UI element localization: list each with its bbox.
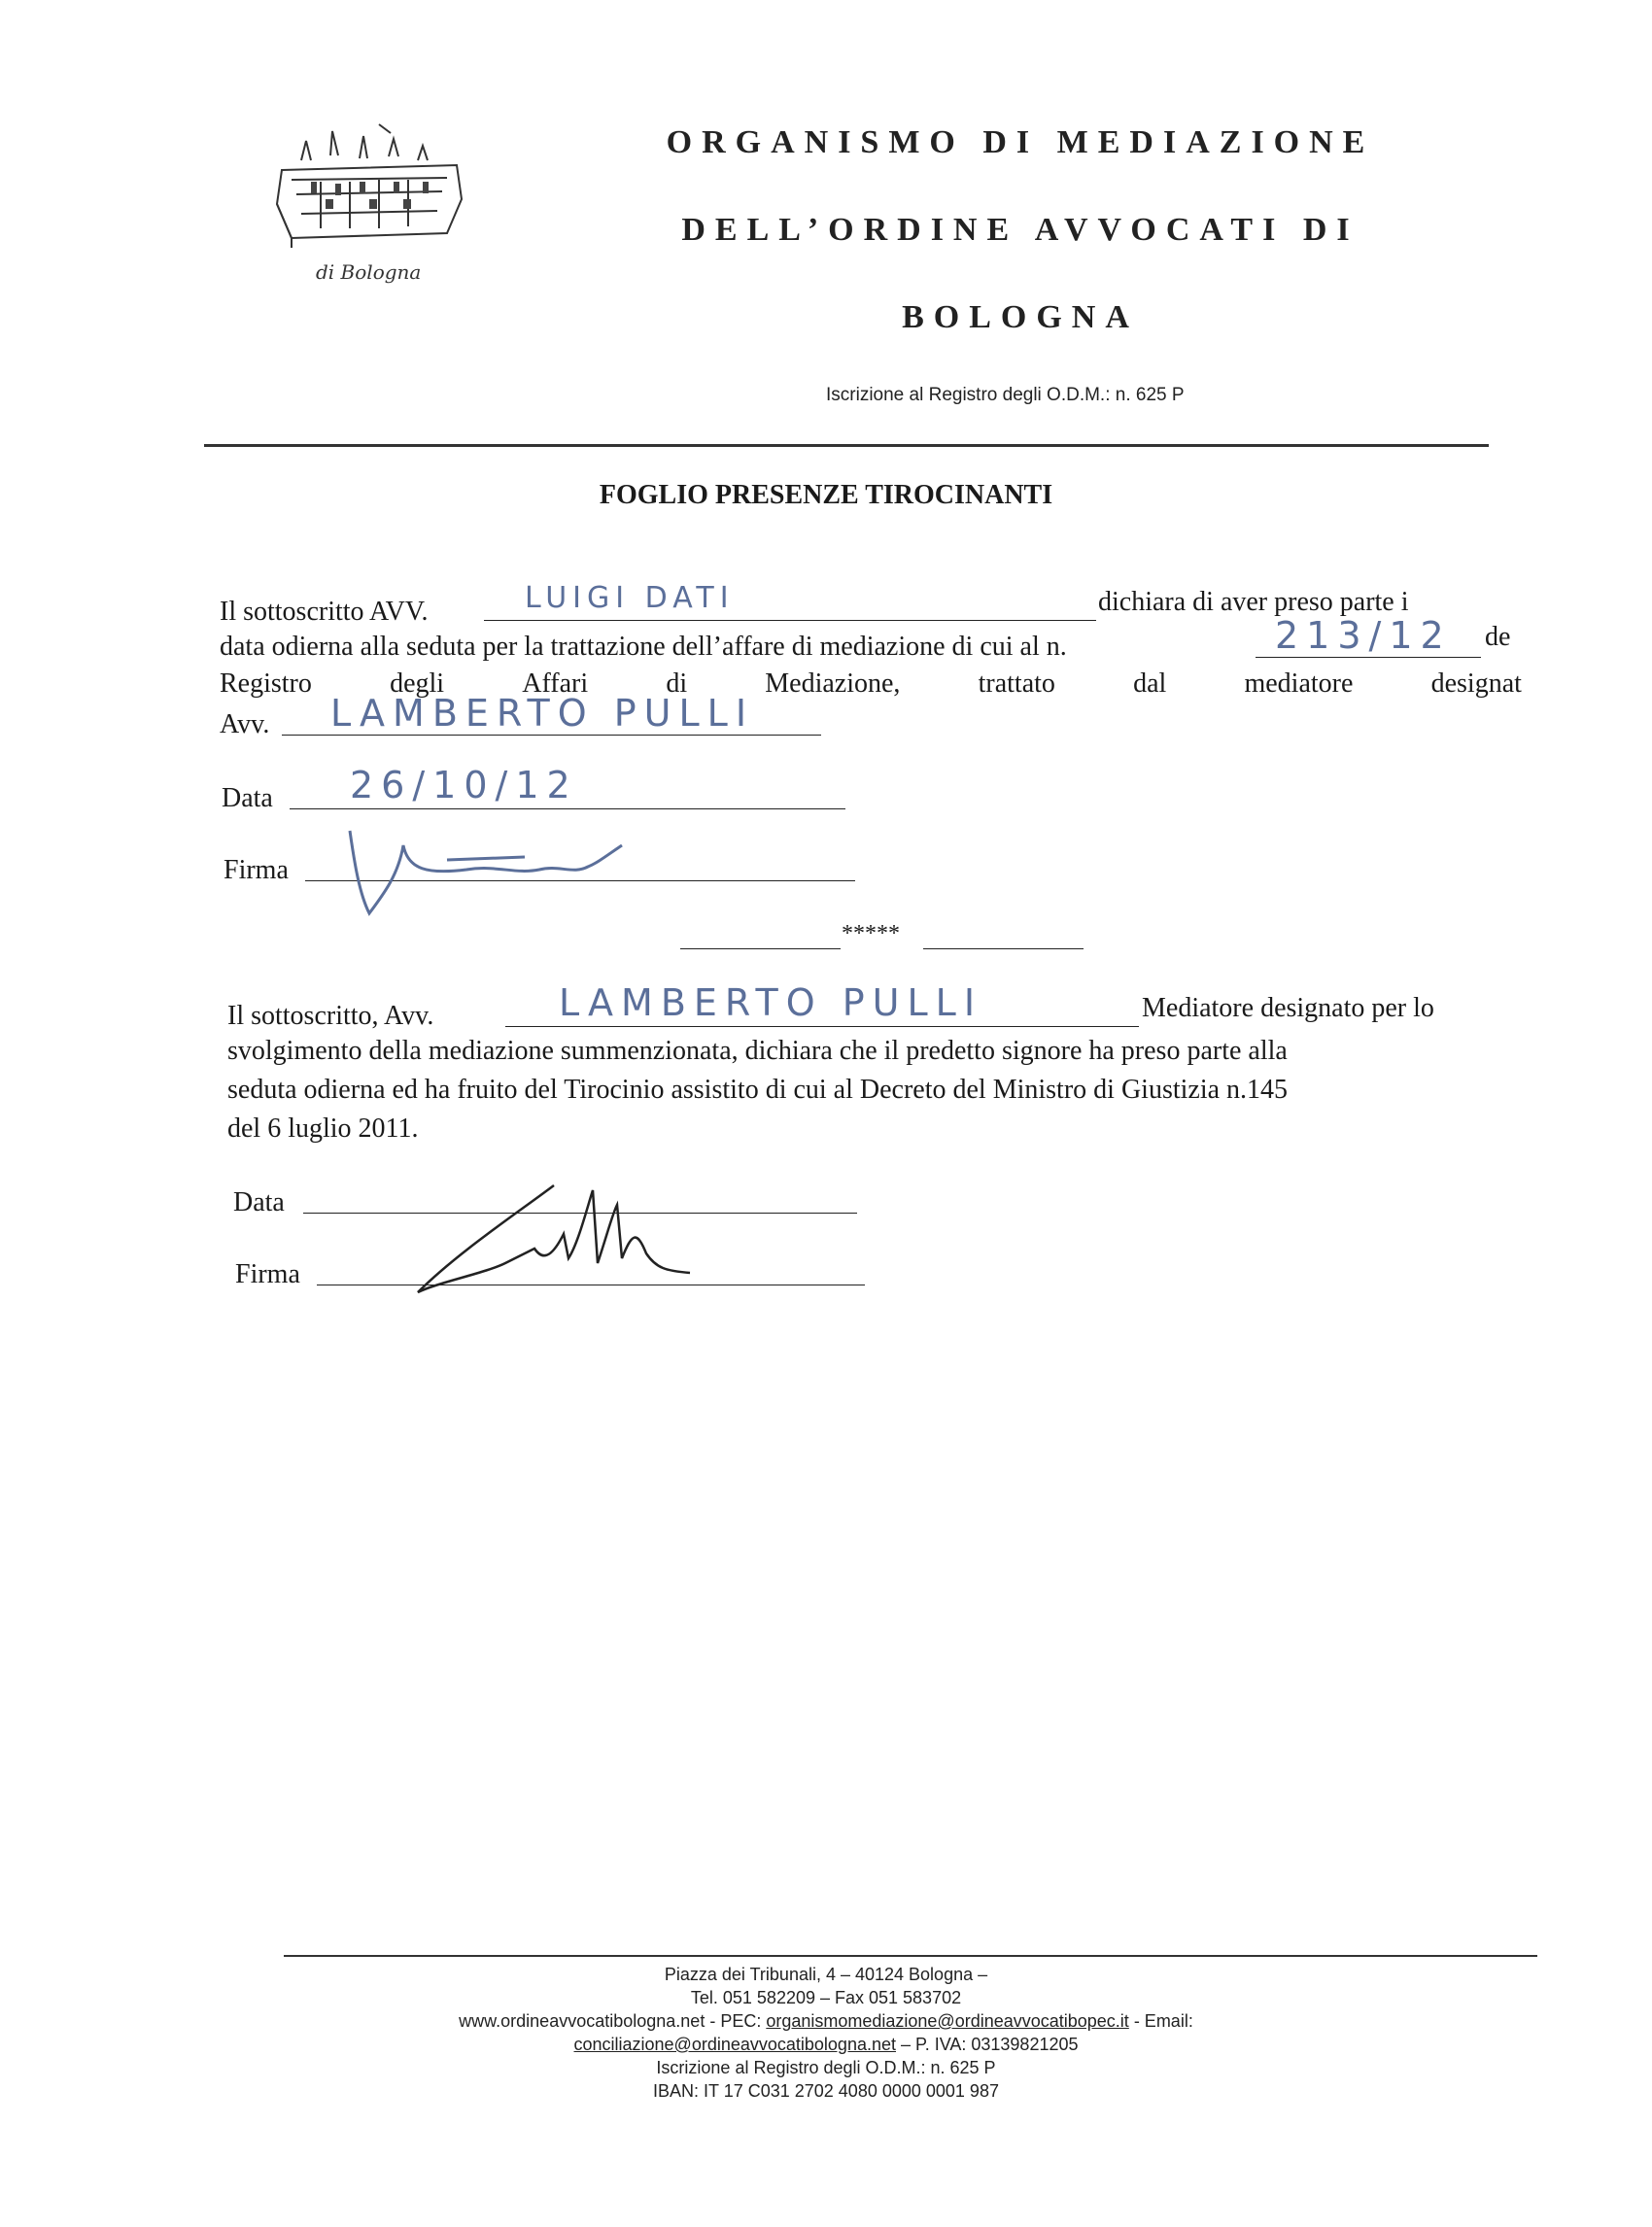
s1-line2: data odierna alla seduta per la trattazione dell’affare di mediazione di cui al n. <box>220 632 1067 662</box>
s1-date-line <box>290 808 845 809</box>
footer-piva: – P. IVA: 03139821205 <box>896 2035 1079 2054</box>
header-registration: Iscrizione al Registro degli O.D.M.: n. 625 P <box>826 385 1185 405</box>
s1-line4-start: Avv. <box>220 709 270 739</box>
footer-contacts-line <box>0 2011 1652 2032</box>
word: di <box>666 668 688 699</box>
s1-data-label: Data <box>222 783 273 813</box>
s2-firma-label: Firma <box>235 1259 300 1289</box>
footer-email-link[interactable]: conciliazione@ordineavvocatibologna.net <box>573 2035 896 2054</box>
logo-caption: di Bologna <box>316 260 422 284</box>
s1-line2-end: de <box>1485 622 1511 652</box>
s2-line4: del 6 luglio 2011. <box>227 1114 419 1144</box>
separator-line-left <box>680 948 841 949</box>
s1-date-handwritten: 26/10/12 <box>350 764 578 806</box>
word: Mediazione, <box>765 668 901 699</box>
s2-line2: svolgimento della mediazione summenzionata, dichiara che il predetto signore ha preso parte alla <box>227 1036 1288 1066</box>
footer-email-line <box>0 2035 1652 2055</box>
footer-registration: Iscrizione al Registro degli O.D.M.: n. 625 P <box>656 2058 996 2077</box>
word: Registro <box>220 668 312 699</box>
footer-iban: IBAN: IT 17 C031 2702 4080 0000 0001 987 <box>653 2081 999 2101</box>
s1-line1-start: Il sottoscritto AVV. <box>220 597 429 627</box>
org-name-line2: DELL’ORDINE AVVOCATI DI <box>681 212 1359 248</box>
footer-email-label: - Email: <box>1128 2011 1193 2031</box>
s2-mediator-name-handwritten: LAMBERTO PULLI <box>559 981 983 1024</box>
tirocinante-name-line <box>484 620 1096 621</box>
word: Affari <box>522 668 589 699</box>
mediator-signature <box>398 1176 748 1312</box>
tirocinante-signature <box>330 816 661 923</box>
org-name-line3: BOLOGNA <box>902 299 1139 335</box>
word: designat <box>1430 668 1522 699</box>
document-title: FOGLIO PRESENZE TIROCINANTI <box>599 480 1053 510</box>
bologna-logo <box>262 121 476 301</box>
case-number-handwritten: 213/12 <box>1275 614 1452 657</box>
mediator-name-handwritten: LAMBERTO PULLI <box>330 692 755 735</box>
tirocinante-name-handwritten: LUIGI DATI <box>525 581 735 615</box>
header-divider <box>204 444 1489 447</box>
footer-website[interactable]: www.ordineavvocatibologna.net - PEC: <box>459 2011 767 2031</box>
word: trattato <box>978 668 1055 699</box>
s1-firma-label: Firma <box>224 855 289 885</box>
s1-line1-end: dichiara di aver preso parte i <box>1098 587 1409 617</box>
word: degli <box>390 668 445 699</box>
footer-divider <box>284 1955 1537 1957</box>
s2-data-label: Data <box>233 1187 285 1217</box>
org-name-line1: ORGANISMO DI MEDIAZIONE <box>666 124 1375 160</box>
word: mediatore <box>1244 668 1354 699</box>
s2-line1-start: Il sottoscritto, Avv. <box>227 1001 434 1031</box>
footer-phone: Tel. 051 582209 – Fax 051 583702 <box>690 1988 962 2007</box>
mediator-name-line <box>282 735 821 736</box>
s2-line1-end: Mediatore designato per lo <box>1142 993 1434 1023</box>
word: dal <box>1133 668 1167 699</box>
footer-pec-link[interactable]: organismomediazione@ordineavvocatibopec.it <box>766 2011 1129 2031</box>
separator-stars: ***** <box>842 921 900 946</box>
s2-mediator-name-line <box>505 1026 1139 1027</box>
s2-line3: seduta odierna ed ha fruito del Tirocinio assistito di cui al Decreto del Ministro di Giustizia n.145 <box>227 1075 1289 1105</box>
case-number-line <box>1256 657 1481 658</box>
separator-line-right <box>923 948 1084 949</box>
footer-address: Piazza dei Tribunali, 4 – 40124 Bologna – <box>664 1965 988 1984</box>
